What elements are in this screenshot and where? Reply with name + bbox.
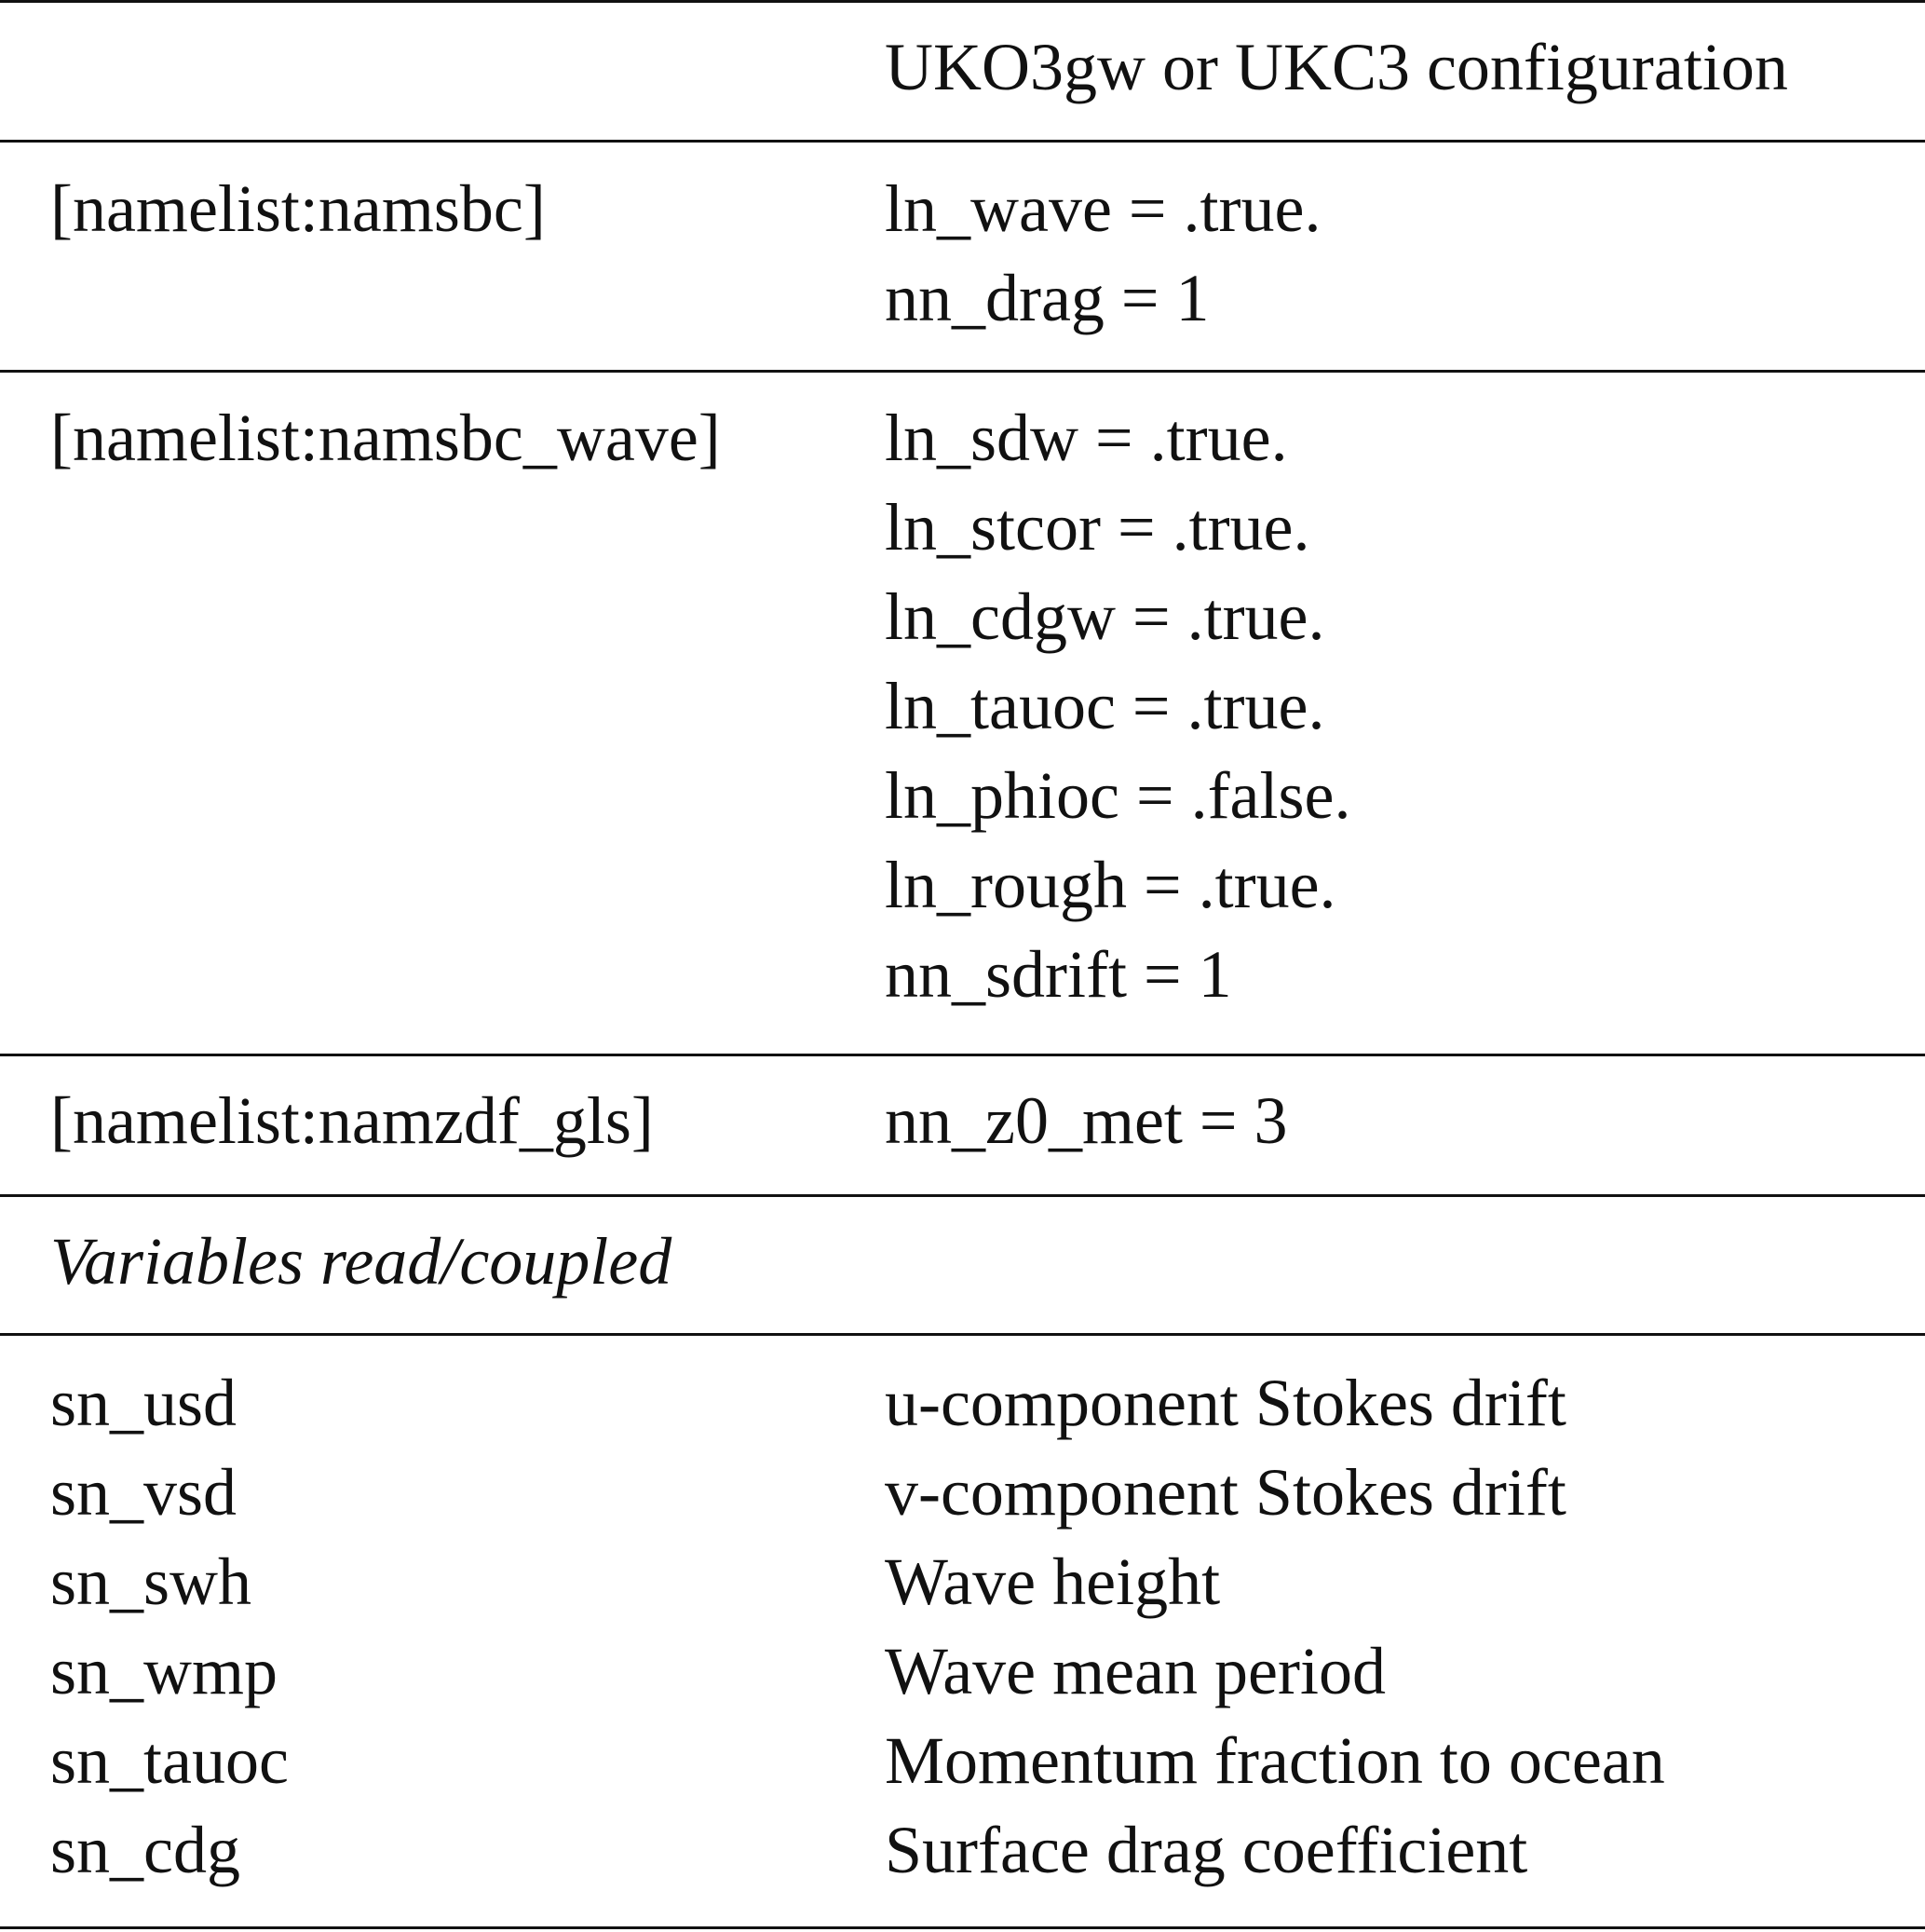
- header-rule: [0, 140, 1925, 143]
- setting-line: ln_sdw = .true.: [885, 401, 1288, 475]
- bottom-rule: [0, 1926, 1925, 1929]
- section-rule: [0, 370, 1925, 373]
- variable-name: sn_cdg: [50, 1813, 240, 1887]
- header-right: UKO3gw or UKC3 configuration: [885, 30, 1788, 104]
- variable-description: Momentum fraction to ocean: [885, 1723, 1665, 1798]
- variable-name: sn_vsd: [50, 1455, 237, 1530]
- setting-line: ln_tauoc = .true.: [885, 669, 1325, 743]
- setting-line: ln_cdgw = .true.: [885, 579, 1325, 654]
- section-settings: [885, 164, 1321, 343]
- variable-description: Wave height: [885, 1544, 1221, 1619]
- variable-description: v-component Stokes drift: [885, 1455, 1566, 1530]
- variable-description: Wave mean period: [885, 1634, 1386, 1708]
- setting-line: ln_wave = .true.: [885, 171, 1322, 246]
- top-rule: [0, 0, 1925, 3]
- variable-name: sn_swh: [50, 1544, 252, 1619]
- setting-line: ln_stcor = .true.: [885, 490, 1310, 565]
- setting-line: nn_sdrift = 1: [885, 937, 1232, 1012]
- variables-heading: Variables read/coupled: [50, 1224, 672, 1299]
- setting-line: ln_rough = .true.: [885, 848, 1336, 922]
- variable-name: sn_usd: [50, 1366, 237, 1440]
- variable-names: [50, 1358, 289, 1895]
- variable-name: sn_wmp: [50, 1634, 278, 1708]
- variable-description: u-component Stokes drift: [885, 1366, 1566, 1440]
- variable-descriptions: [885, 1358, 1665, 1895]
- section-rule: [0, 1054, 1925, 1056]
- setting-line: ln_phioc = .false.: [885, 758, 1351, 833]
- variable-name: sn_tauoc: [50, 1723, 289, 1798]
- setting-line: nn_z0_met = 3: [885, 1083, 1288, 1158]
- variable-description: Surface drag coefficient: [885, 1813, 1528, 1887]
- variables-rule: [0, 1333, 1925, 1336]
- section-settings: [885, 393, 1350, 1019]
- section-name: [namelist:namzdf_gls]: [50, 1083, 654, 1158]
- section-settings: [885, 1076, 1288, 1165]
- section-name: [namelist:namsbc_wave]: [50, 401, 721, 475]
- section-name: [namelist:namsbc]: [50, 171, 546, 246]
- section-rule: [0, 1194, 1925, 1197]
- setting-line: nn_drag = 1: [885, 261, 1210, 335]
